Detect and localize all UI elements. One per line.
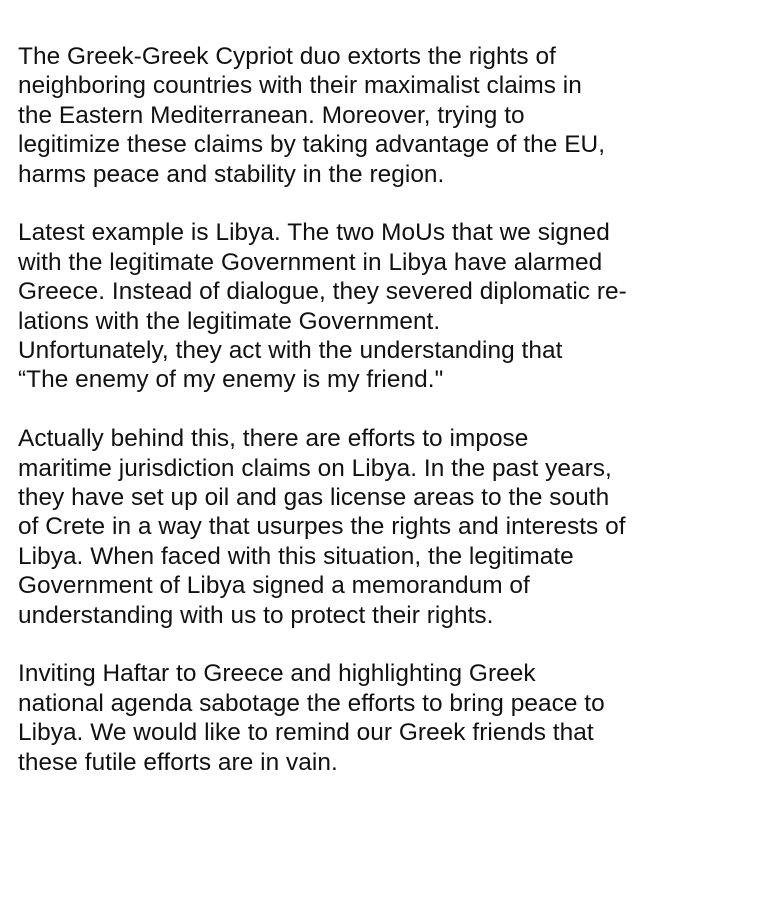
statement-document bbox=[18, 42, 758, 807]
text-line: national agenda sabotage the efforts to bring peace to bbox=[18, 689, 605, 717]
text-line: harms peace and stability in the region. bbox=[18, 160, 445, 188]
text-line: Latest example is Libya. The two MoUs that we signed bbox=[18, 219, 610, 247]
text-line: maritime jurisdiction claims on Libya. In the past years, bbox=[18, 454, 612, 482]
paragraph-4 bbox=[18, 659, 758, 777]
text-line: they have set up oil and gas license areas to the south bbox=[18, 484, 610, 512]
text-line: Libya. We would like to remind our Greek friends that bbox=[18, 719, 594, 747]
text-line: with the legitimate Government in Libya have alarmed bbox=[18, 248, 603, 276]
text-line: legitimize these claims by taking advantage of the EU, bbox=[18, 131, 606, 159]
text-line: the Eastern Mediterranean. Moreover, trying to bbox=[18, 101, 525, 129]
text-line: lations with the legitimate Government. bbox=[18, 307, 441, 335]
text-line: Libya. When faced with this situation, the legitimate bbox=[18, 542, 574, 570]
text-line: of Crete in a way that usurpes the rights and interests of bbox=[18, 513, 626, 541]
text-line: these futile efforts are in vain. bbox=[18, 748, 338, 776]
paragraph-1 bbox=[18, 42, 758, 189]
text-line: Unfortunately, they act with the understanding that bbox=[18, 337, 563, 365]
text-line: Inviting Haftar to Greece and highlighting Greek bbox=[18, 660, 536, 688]
paragraph-2 bbox=[18, 218, 758, 394]
text-line: neighboring countries with their maximalist claims in bbox=[18, 72, 582, 100]
text-line: The Greek-Greek Cypriot duo extorts the rights of bbox=[18, 43, 556, 70]
text-line: Actually behind this, there are efforts to impose bbox=[18, 425, 529, 453]
paragraph-3 bbox=[18, 424, 758, 630]
text-line: understanding with us to protect their rights. bbox=[18, 601, 494, 629]
text-line: Greece. Instead of dialogue, they severed diplomatic re- bbox=[18, 278, 627, 306]
text-line: “The enemy of my enemy is my friend." bbox=[18, 366, 444, 394]
text-line: Government of Libya signed a memorandum of bbox=[18, 572, 530, 600]
